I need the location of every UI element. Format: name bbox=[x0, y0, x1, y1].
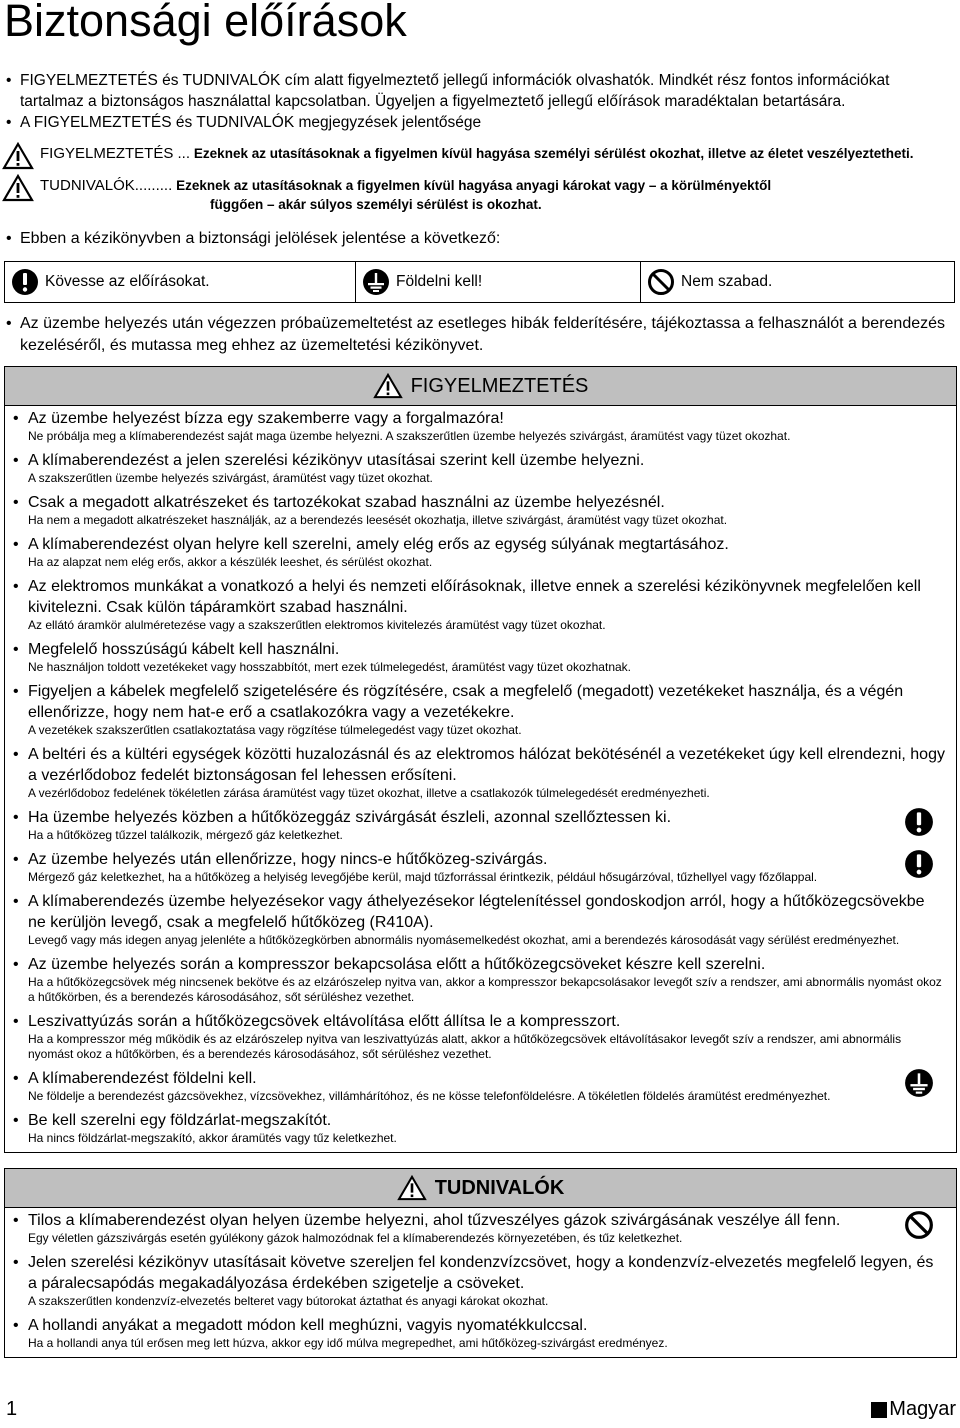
item-main-text: • Be kell szerelni egy földzárlat-megszakítót. bbox=[28, 1112, 332, 1129]
caution-desc-cont: függően – akár súlyos személyi sérülést is okozhat. bbox=[210, 197, 542, 212]
caution-triangle-icon bbox=[2, 174, 34, 202]
item-main-text: • Csak a megadott alkatrészeket és tartozékokat szabad használni az üzembe helyezésnél. bbox=[28, 494, 665, 511]
item-main-text: • Az üzembe helyezés során a kompresszor bekapcsolása előtt a hűtőközegcsöveket készre kell szerelni. bbox=[28, 956, 766, 973]
prohibit-icon bbox=[647, 268, 675, 296]
list-item bbox=[13, 534, 946, 570]
item-sub-text: Ne próbálja meg a klímaberendezést saját maga üzembe helyezni. A szakszerűtlen üzembe helyezés szivárgást, áramütést vagy tüzet okozhat. bbox=[28, 429, 791, 443]
symbols-intro: • Ebben a kézikönyvben a biztonsági jelölések jelentése a következő: bbox=[6, 230, 500, 248]
item-sub-text: Ha nincs földzárlat-megszakító, akkor áramütés vagy tűz keletkezhet. bbox=[28, 1131, 397, 1145]
item-main-text: • Az üzembe helyezést bízza egy szakemberre vagy a forgalmazóra! bbox=[28, 410, 504, 427]
item-main-text: • Figyeljen a kábelek megfelelő szigetelésére és rögzítésére, csak a megfelelő (megadott) vezetékeket használja, és a végén ellenőrizze, hogy nem hat-e erő a csatlakozókra vagy a vezetékekre. bbox=[28, 683, 904, 721]
list-item bbox=[13, 639, 946, 675]
item-sub-text: Ha a hűtőközeg tűzzel találkozik, mérgező gáz keletkezhet. bbox=[28, 828, 343, 842]
list-item bbox=[13, 1110, 946, 1146]
item-sub-text: Ha nem a megadott alkatrészeket használják, az a berendezés leesését okozhatja, illetve szivárgást, áramütést vagy tüzet okozhat. bbox=[28, 513, 728, 527]
caution-desc: Ezeknek az utasításoknak a figyelmen kívül hagyása anyagi károkat vagy – a körülményektől bbox=[176, 178, 772, 193]
symbol-follow bbox=[5, 262, 356, 303]
item-main-text: • Tilos a klímaberendezést olyan helyen üzembe helyezni, ahol tűzveszélyes gázok szivárgásának veszélye áll fenn. bbox=[28, 1212, 841, 1229]
caution-definition bbox=[2, 176, 957, 214]
caution-items bbox=[5, 1208, 956, 1351]
language-square-icon bbox=[871, 1402, 887, 1418]
exclamation-icon bbox=[904, 849, 934, 884]
symbol-legend bbox=[4, 261, 955, 303]
warning-triangle-icon bbox=[373, 373, 403, 399]
symbol-follow-label: Kövesse az előírásokat. bbox=[45, 273, 210, 290]
item-sub-text: Levegő vagy más idegen anyag jelenléte a hűtőközegkörben abnormális nyomásemelkedést okozhat, ami a berendezés károsodását vagy sérülést eredményezhet. bbox=[28, 933, 900, 947]
item-main-text: • Az elektromos munkákat a vonatkozó a helyi és nemzeti előírásoknak, illetve ennek a szerelési kézikönyvnek megfelelően kell kivitelezni. Csak külön tápáramkört szabad használni. bbox=[28, 578, 921, 616]
item-sub-text: Ha a kompresszor még működik és az elzárószelep nyitva van leszivattyúzás alatt, akkor a hűtőközegcsövek eltávolításakor levegőt szív a rendszer, ami abnormális nyomást okoz a hűtőkörben, és a berendezés károsodásához, sőt sérüléshez vezethet. bbox=[28, 1032, 902, 1061]
list-item bbox=[13, 954, 946, 1005]
exclamation-icon bbox=[11, 268, 39, 296]
list-item bbox=[13, 681, 946, 738]
item-main-text: • A klímaberendezést olyan helyre kell szerelni, amely elég erős az egység súlyának megtartásához. bbox=[28, 536, 729, 553]
ground-icon bbox=[904, 1068, 934, 1103]
item-sub-text: Ha az alapzat nem elég erős, akkor a készülék leeshet, és sérülést okozhat. bbox=[28, 555, 433, 569]
list-item bbox=[13, 1315, 946, 1351]
intro bbox=[6, 70, 951, 133]
definitions bbox=[2, 144, 957, 214]
symbol-prohibit-label: Nem szabad. bbox=[681, 273, 773, 290]
language-label bbox=[871, 1398, 956, 1421]
list-item bbox=[13, 408, 946, 444]
caution-triangle-icon bbox=[397, 1175, 427, 1201]
item-main-text: • A klímaberendezést földelni kell. bbox=[28, 1070, 257, 1087]
list-item bbox=[13, 849, 946, 885]
item-sub-text: Ha a hollandi anya túl erősen meg lett húzva, akkor egy idő múlva megrepedhet, ami hűtőközeg-szivárgást eredményez. bbox=[28, 1336, 668, 1350]
symbol-ground-label: Földelni kell! bbox=[396, 273, 483, 290]
item-sub-text: A szakszerűtlen kondenzvíz-elvezetés belteret vagy bútorokat áztathat és anyagi károkat okozhat. bbox=[28, 1294, 549, 1308]
item-main-text: • A beltéri és a kültéri egységek közötti huzalozásnál és az elektromos hálózat bekötésénél a vezetékeket úgy kell elrendezni, hogy a vezérlődoboz fedelét biztonságosan fel lehessen erősíteni. bbox=[28, 746, 945, 784]
list-item bbox=[13, 1210, 946, 1246]
item-main-text: • A hollandi anyákat a megadott módon kell meghúzni, vagyis nyomatékkulccsal. bbox=[28, 1317, 588, 1334]
page-number: 1 bbox=[6, 1398, 18, 1420]
caution-box bbox=[4, 1168, 957, 1358]
item-sub-text: A szakszerűtlen üzembe helyezés szivárgást, áramütést vagy tüzet okozhat. bbox=[28, 471, 433, 485]
item-main-text: • Megfelelő hosszúságú kábelt kell használni. bbox=[28, 641, 340, 658]
caution-key: TUDNIVALÓK......... bbox=[40, 177, 173, 194]
warning-definition bbox=[2, 144, 957, 174]
item-sub-text: A vezetékek szakszerűtlen csatlakoztatása vagy rögzítése túlmelegedést vagy tüzet okozhat. bbox=[28, 723, 522, 737]
test-run-note: • Az üzembe helyezés után végezzen próbaüzemeltetést az esetleges hibák felderítésére, tájékoztassa a felhasználót a berendezés kezeléséről, és mutassa meg ehhez az üzemeltetési kézikönyvet. bbox=[6, 313, 960, 357]
warning-desc: Ezeknek az utasításoknak a figyelmen kívül hagyása személyi sérülést okozhat, illetve az életet veszélyeztetheti. bbox=[193, 146, 914, 161]
warning-items bbox=[5, 406, 956, 1146]
item-sub-text: Egy véletlen gázszivárgás esetén gyúlékony gázok halmozódnak fel a klímaberendezés környezetében, és tűz keletkezhet. bbox=[28, 1231, 683, 1245]
item-main-text: • A klímaberendezés üzembe helyezésekor vagy áthelyezésekor légtelenítéssel gondoskodjon arról, hogy a hűtőközegcsövekbe ne kerüljön levegő, csak a megfelelő hűtőközeg (R410A). bbox=[28, 893, 925, 931]
list-item bbox=[13, 807, 946, 843]
item-sub-text: Az ellátó áramkör alulméretezése vagy a szakszerűtlen elektromos kivitelezés áramütést vagy tüzet okozhat. bbox=[28, 618, 606, 632]
item-sub-text: Ha a hűtőközegcsövek még nincsenek bekötve és az elzárószelep nyitva van, akkor a kompresszor bekapcsolásakor levegőt szív a rendszer, ami abnormális nyomást okoz a hűtőkörben, és a berendezés károsodásához, sőt sérüléshez vezethet. bbox=[28, 975, 942, 1004]
list-item bbox=[13, 576, 946, 633]
item-main-text: • Leszivattyúzás során a hűtőközegcsövek eltávolítása előtt állítsa le a kompresszort. bbox=[28, 1013, 621, 1030]
symbol-prohibit bbox=[641, 262, 955, 303]
item-main-text: • Az üzembe helyezés után ellenőrizze, hogy nincs-e hűtőközeg-szivárgás. bbox=[28, 851, 548, 868]
language-text: Magyar bbox=[889, 1398, 956, 1420]
list-item bbox=[13, 1252, 946, 1309]
page-title: Biztonsági előírások bbox=[4, 0, 407, 46]
item-main-text: • Ha üzembe helyezés közben a hűtőközeggáz szivárgását észleli, azonnal szellőztessen ki. bbox=[28, 809, 672, 826]
warning-triangle-icon bbox=[2, 142, 34, 170]
list-item bbox=[13, 744, 946, 801]
warning-key: FIGYELMEZTETÉS ... bbox=[40, 145, 191, 162]
item-sub-text: Mérgező gáz keletkezhet, ha a hűtőközeg a helyiség levegőjébe kerül, majd tűzforrással érintkezik, például hősugárzóval, tűzhellyel vagy főzőlappal. bbox=[28, 870, 818, 884]
intro-bullet: • FIGYELMEZTETÉS és TUDNIVALÓK cím alatt figyelmeztető jellegű információk olvashatók. Mindkét rész fontos információkat tartalmaz a biztonságos használattal kapcsolatban. Ügyeljen a figyelmeztető jellegű előírások maradéktalan betartására. bbox=[6, 70, 951, 112]
list-item bbox=[13, 891, 946, 948]
item-sub-text: Ne földelje a berendezést gázcsövekhez, vízcsövekhez, villámhárítóhoz, és ne kösse telefonföldelésre. A tökéletlen földelés áramütést eredményezhet. bbox=[28, 1089, 831, 1103]
symbol-ground bbox=[356, 262, 641, 303]
caution-box-header bbox=[5, 1169, 956, 1208]
item-sub-text: A vezérlődoboz fedelének tökéletlen zárása áramütést vagy tüzet okozhat, illetve a csatlakozók túlmelegedését eredményezheti. bbox=[28, 786, 710, 800]
intro-bullet: • A FIGYELMEZTETÉS és TUDNIVALÓK megjegyzések jelentősége bbox=[6, 112, 951, 133]
list-item bbox=[13, 1011, 946, 1062]
caution-box-title: TUDNIVALÓK bbox=[434, 1176, 565, 1199]
ground-icon bbox=[362, 268, 390, 296]
exclamation-icon bbox=[904, 807, 934, 842]
list-item bbox=[13, 450, 946, 486]
item-main-text: • A klímaberendezést a jelen szerelési kézikönyv utasításai szerint kell üzembe helyezni. bbox=[28, 452, 645, 469]
warning-box-title: FIGYELMEZTETÉS bbox=[410, 374, 589, 397]
item-main-text: • Jelen szerelési kézikönyv utasításait követve szereljen fel kondenzvízcsövet, hogy a kondenzvíz-elvezetés megfelelő legyen, és a páralecsapódás megakadályozása érdekében szigetelje a csöveket. bbox=[28, 1254, 934, 1292]
warning-box bbox=[4, 366, 957, 1153]
list-item bbox=[13, 492, 946, 528]
prohibit-icon bbox=[904, 1210, 934, 1245]
list-item bbox=[13, 1068, 946, 1104]
warning-box-header bbox=[5, 367, 956, 406]
item-sub-text: Ne használjon toldott vezetékeket vagy hosszabbítót, mert ezek túlmelegedést, áramütést vagy tüzet okozhatnak. bbox=[28, 660, 631, 674]
